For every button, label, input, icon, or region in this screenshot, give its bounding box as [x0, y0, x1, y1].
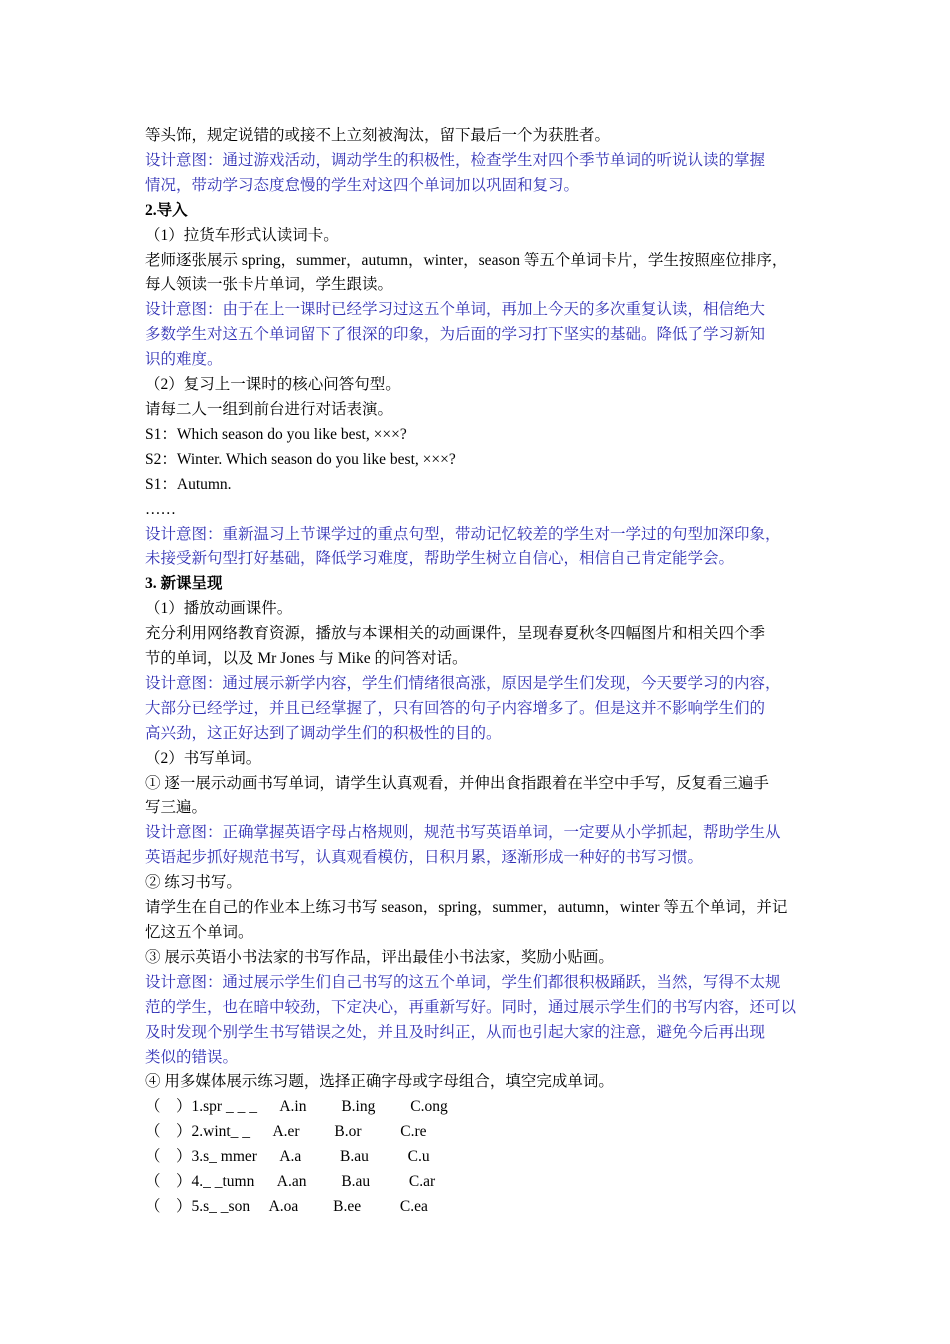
design-intent-line: 设计意图：通过游戏活动，调动学生的积极性，检查学生对四个季节单词的听说认读的掌握: [145, 151, 766, 169]
exercise-item: （ ）2.wint_ _ A.er B.or C.re: [145, 1123, 427, 1141]
design-intent-line: 大部分已经学过，并且已经掌握了，只有回答的句子内容增多了。但是这并不影响学生们的: [145, 699, 766, 717]
design-intent-line: 设计意图：通过展示新学内容，学生们情绪很高涨，原因是学生们发现，今天要学习的内容，: [145, 674, 781, 692]
text-line: S1：Autumn.: [145, 475, 232, 493]
exercise-item: （ ）1.spr _ _ _ A.in B.ing C.ong: [145, 1098, 448, 1116]
design-intent-line: 设计意图：由于在上一课时已经学习过这五个单词，再加上今天的多次重复认读，相信绝大: [145, 301, 766, 319]
text-line: 等头饰，规定说错的或接不上立刻被淘汰，留下最后一个为获胜者。: [145, 127, 611, 144]
section-heading: 2.导入: [145, 201, 188, 219]
design-intent-line: 及时发现个别学生书写错误之处，并且及时纠正，从而也引起大家的注意，避免今后再出现: [145, 1023, 766, 1041]
text-line: （2）书写单词。: [145, 749, 262, 767]
design-intent-line: 未接受新句型打好基础，降低学习难度，帮助学生树立自信心，相信自己肯定能学会。: [145, 550, 735, 568]
text-line: 忆这五个单词。: [145, 924, 254, 941]
exercise-item: （ ）4._ _tumn A.an B.au C.ar: [145, 1173, 436, 1191]
design-intent-line: 设计意图：正确掌握英语字母占格规则，规范书写英语单词，一定要从小学抓起，帮助学生从: [145, 824, 781, 842]
text-line: （1）播放动画课件。: [145, 600, 293, 618]
section-heading: 3. 新课呈现: [145, 575, 223, 593]
text-line: 请每二人一组到前台进行对话表演。: [145, 400, 394, 418]
design-intent-line: 高兴劲，这正好达到了调动学生们的积极性的目的。: [145, 724, 502, 742]
design-intent-line: 设计意图：重新温习上节课学过的重点句型，带动记忆较差的学生对一学过的句型加深印象，: [145, 525, 781, 543]
text-line: 充分利用网络教育资源，播放与本课相关的动画课件，呈现春夏秋冬四幅图片和相关四个季: [145, 625, 766, 643]
text-line: 节的单词，以及 Mr Jones 与 Mike 的问答对话。: [145, 650, 468, 668]
text-line: （2）复习上一课时的核心问答句型。: [145, 376, 401, 394]
text-line: （1）拉货车形式认读词卡。: [145, 226, 339, 244]
exercise-list: [145, 1095, 825, 1220]
text-line: 请学生在自己的作业本上练习书写 season，spring，summer，autumn，winter 等五个单词，并记: [145, 899, 788, 917]
design-intent-line: 范的学生，也在暗中较劲，下定决心，再重新写好。同时，通过展示学生们的书写内容，还可以: [145, 998, 797, 1016]
text-line: 每人领读一张卡片单词，学生跟读。: [145, 276, 394, 294]
exercise-item: （ ）3.s_ mmer A.a B.au C.u: [145, 1148, 430, 1166]
design-intent-line: 英语起步抓好规范书写，认真观看模仿，日积月累，逐渐形成一种好的书写习惯。: [145, 849, 704, 867]
text-line: ④ 用多媒体展示练习题，选择正确字母或字母组合，填空完成单词。: [145, 1073, 614, 1091]
design-intent-line: 多数学生对这五个单词留下了很深的印象，为后面的学习打下坚实的基础。降低了学习新知: [145, 326, 766, 344]
text-line: 写三遍。: [145, 799, 208, 817]
document-body: [145, 124, 825, 1220]
design-intent-line: 设计意图：通过展示学生们自己书写的这五个单词，学生们都很积极踊跃，当然，写得不太规: [145, 973, 781, 991]
text-line: ① 逐一展示动画书写单词，请学生认真观看，并伸出食指跟着在半空中手写，反复看三遍手: [145, 774, 769, 792]
design-intent-line: 类似的错误。: [145, 1048, 239, 1066]
text-line: S1：Which season do you like best, ×××?: [145, 425, 407, 443]
exercise-item: （ ）5.s_ _son A.oa B.ee C.ea: [145, 1197, 428, 1215]
design-intent-line: 情况，带动学习态度怠慢的学生对这四个单词加以巩固和复习。: [145, 176, 580, 194]
text-line: ③ 展示英语小书法家的书写作品，评出最佳小书法家，奖励小贴画。: [145, 948, 614, 966]
text-line: ……: [145, 500, 176, 518]
paragraph-lines: [145, 124, 825, 1095]
text-line: ② 练习书写。: [145, 874, 242, 892]
design-intent-line: 识的难度。: [145, 351, 223, 369]
text-line: 老师逐张展示 spring，summer，autumn，winter，season 等五个单词卡片，学生按照座位排序，: [145, 251, 788, 269]
text-line: S2：Winter. Which season do you like best, ×××?: [145, 450, 456, 468]
